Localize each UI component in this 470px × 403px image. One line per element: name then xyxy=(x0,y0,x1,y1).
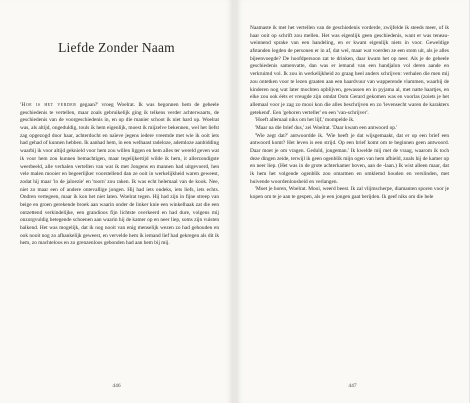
right-page-body xyxy=(250,25,449,202)
paragraph: 'Hoeft allemaal niks om het lijf,' mompelde ik. xyxy=(255,117,355,124)
left-page xyxy=(0,0,233,403)
page-number-left: 446 xyxy=(112,383,121,389)
page-number-right: 447 xyxy=(348,383,357,389)
opening-text: gegaan?' vroeg Woelrat. Ik was begonnen hem de geheele geschiedenis te vertellen, maar zoals gebruikelijk ging ik telkens verder achterwaarts, de geschiedenis van de voorgeschiedenis in, en op die manier schoot ik niet hard op. Woelrat was, als altijd, ongeduldig, touls ik hem eigenlijk, moest ik mijzelve bekennen, wel het liefst zag opgezogd door haar, achterdocht en naïeve jegens iedere vreemde met wie ik ooit iets had gehad of kunnen hebben. Ik aanhad hem, in een welhaast radeloze, ademloze aanbidding waarbij ik voor altijd geknield voor hem zou willen liggen en hem alles ter wereld geven wat ik voor hem zou kunnen bemachtigen, maar tegelijkertijd wilde ik hem, it allerzondigste weerbeeld, alle verhalen vertellen van wat ik met Jongens en mannen had uitgevoerd, hen vele malen mooier en begeerlijker voorstellend dan ze ooit in werkelijkheid waren geweest, zodat hij maar 'in de jaloezie' en 'toorn' zou raken. Ik was echt helemaal van de kook. Nee, niet zo maar een of andere ontevallige jongen. Hij had iets ondeks, iets liefs, iets echts. Ondren vertegeen, maar ik kon het niet laten. Woelrat tegen. Hij had zijn in fijne streep van beige en groen gerekende broek aan waarin onder de linker knie een winkelhaak zat die een ontzettend verkindelijke, een grandioos fijn lichtste overkeerd en had dure, volgens mij onzorgvuldig betegende schoenen aan waarin hij de kamer op en neer liep, soms zijn vuisten balkend. Het was mogelijk, dat ik nog nooit van enig menselijk wezen zo had gehouden en ook nooit nog zo afhankelijk geweest, en vervelde hem ik iemand lief had gekregen als dit ik hem, zo machteloos en zo grenzenloos gebonden had aan hem bij mij. xyxy=(20,102,219,247)
right-page xyxy=(236,0,469,403)
paragraph: 'Maar na die brief dus,' zei Woelrat. 'Daar kwam een antwoord op.' xyxy=(255,124,398,131)
left-page-body xyxy=(20,102,219,248)
paragraph: 'Wie zegt dat?' antwoordde ik. 'Wie heeft je dat wijsgemaakt, dat er op een brief een antwoord komt? Het leven is een strijd. Op een brief komt om te beginnen geen antwoord. Daar moet je om vragen. Geduld, jongeman.' Ik kwelde mij met de vraag, waarom ik toch deze dingen zeide, terwijl ik geen ogenblik mijn ogen van hem afhield, zoals hij de kamer op en neer liep. (Het was in de grote achterkamer boven, aan de -laan.) Ik wist alleen maar, dat ik hem het volgende ogenblik zou omarmen en omklemd houden en verslinden, met huivende woordenloosheid en verlangen. xyxy=(250,132,449,185)
opening-smallcaps: 'Hoe is het verder xyxy=(20,102,77,108)
opening-paragraph xyxy=(20,102,219,248)
paragraph: 'Moet je horen, Woelrat. Mooi, weerd beest. Ik zal vlijmscherpe, diamanten sporen voor je kopen om te je aan te gespen, als je een jongen gaat berijden. Ik geef niks om die hele xyxy=(250,186,449,201)
chapter-title: Liefde Zonder Naam xyxy=(58,40,175,55)
paragraph: Naamaste ik met het vertellen van de geschiedenis vorderde, zwijfelde ik steeds meer, of ik haar ooit op schrift zou mellen. Het was eigenlijk geen geschiedenis, want er was teneauweinnend sprake van een handeling, en er kwam eigenlijk niets in voor. Geweldige afstanden legden de personen er in af, dat wel, maar wat voerden ze een stom uit, als je alles bijeenvoegde? De hoofdpersoon zat te drinken, daar kwam het op neer. Als je de geheele geschiedenis samenvatte, dan was er iemand van een handjalon vol deren aande en verkruimd vol. Ik zou in werkelijkheid zo graag heel anders schrijven: verhalen die men mij zou ontetken voor te lezen graaten aan een haardvuur van wapperende vlammen, waarbij de kinderen nog wat later mochten opblijven, gewassen en in pyjama al, met natte haartjes, en elke zou ook ééts et vreugde zijn omdat Oom Gerard gekomen was en voorlas (zoiets je het allemaal voor je zag zo mooi kon die alles beschrijven en zo 'levensecht waren de karakters getekend'. Een 'geboren verteller' en een 'van-schrijver'. xyxy=(250,25,449,116)
